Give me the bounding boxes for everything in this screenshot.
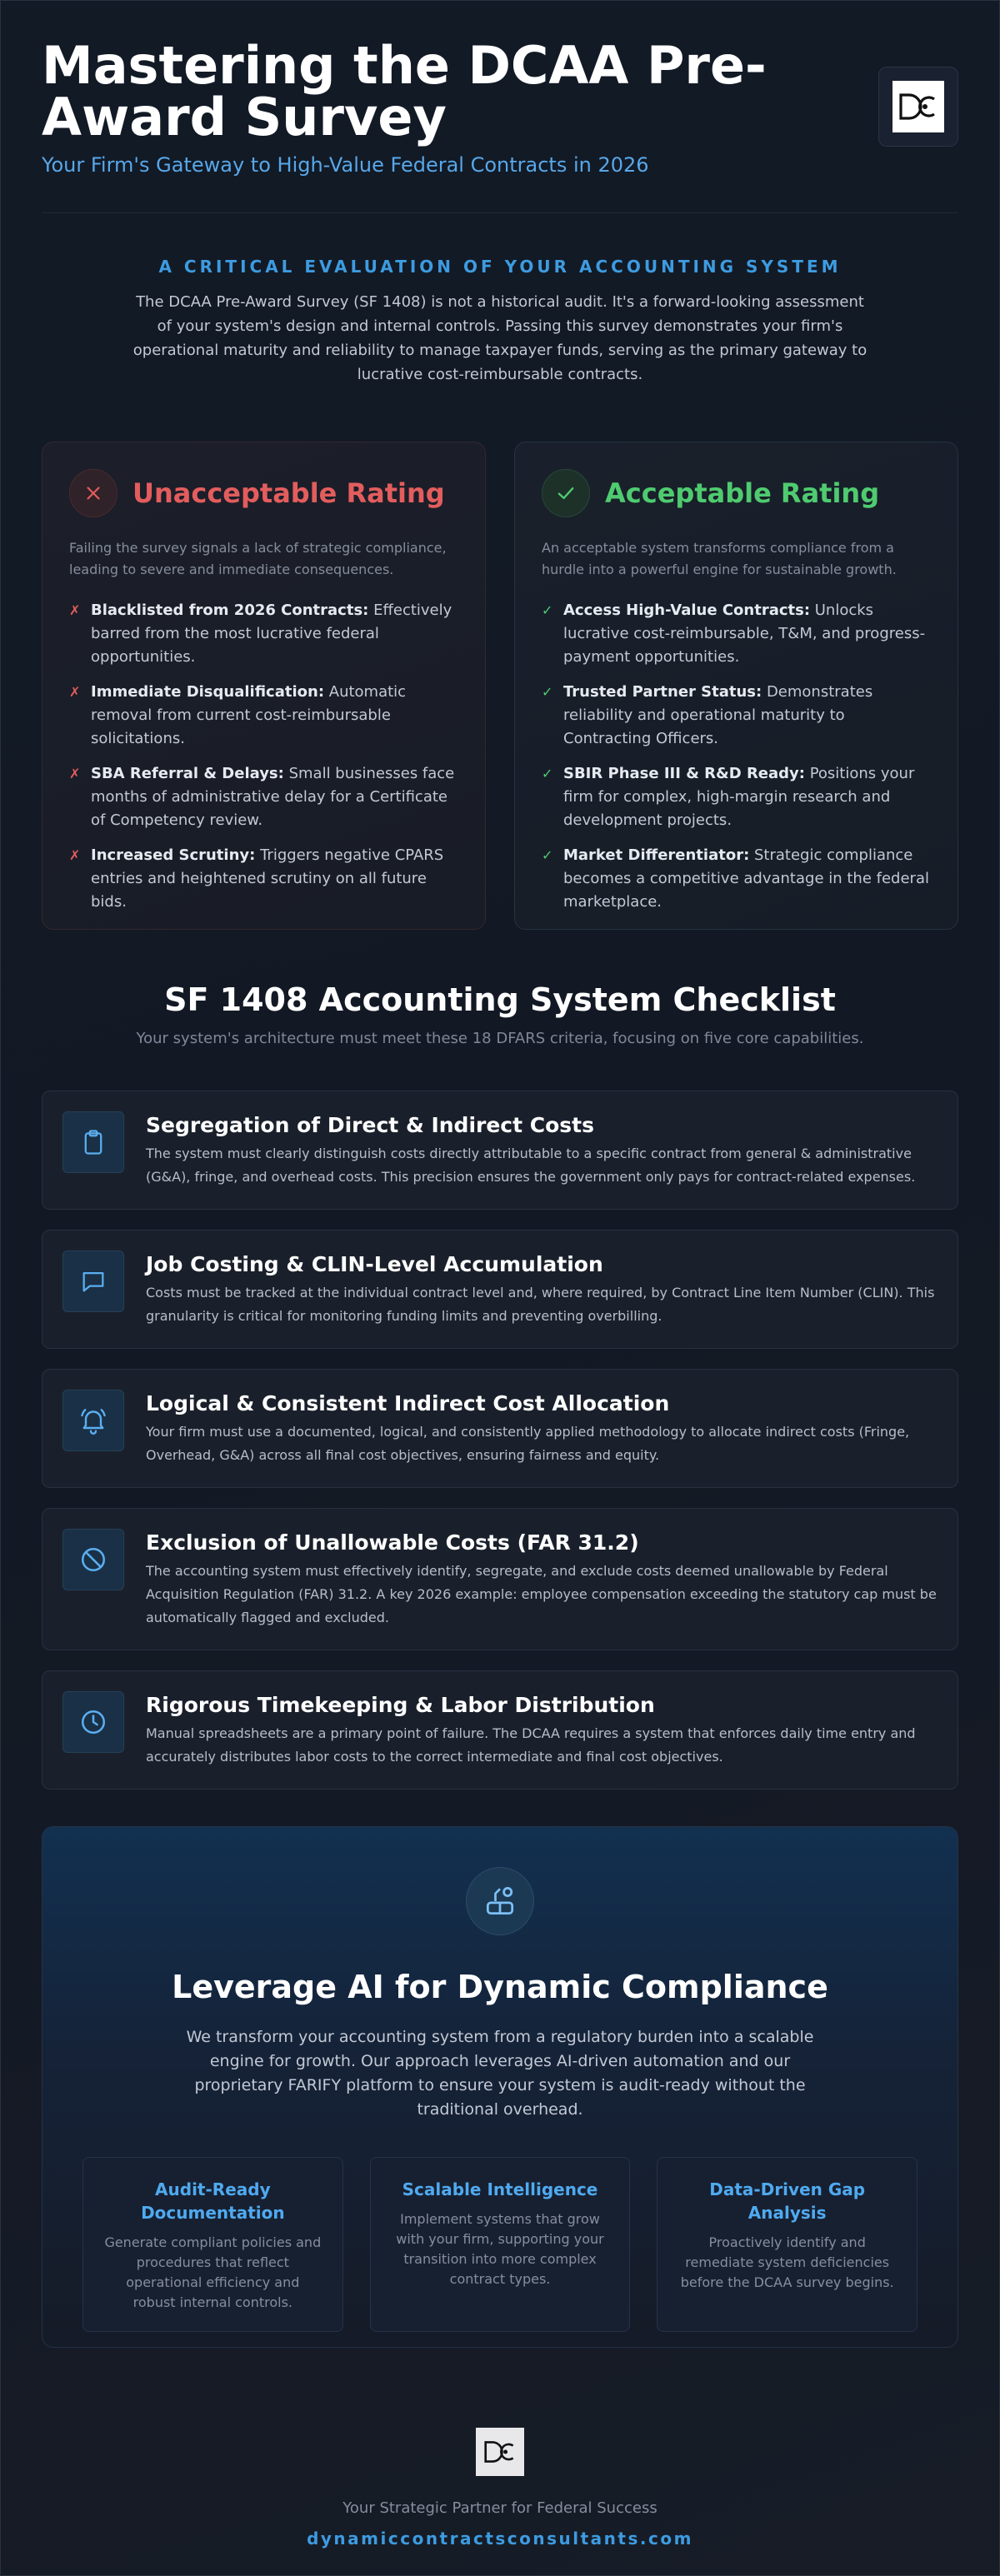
list-item (542, 599, 931, 669)
ai-section (42, 1826, 958, 2348)
feature-title: Audit-Ready Documentation (141, 2179, 285, 2223)
item-lead: Blacklisted from 2026 Contracts: (91, 602, 369, 619)
rating-description: An acceptable system transforms compliance from a hurdle into a powerful engine for sustainable growth. (542, 540, 897, 577)
intro-section (42, 213, 958, 387)
item-lead: Access High-Value Contracts: (563, 602, 811, 619)
checklist-subtitle: Your system's architecture must meet these 18 DFARS criteria, focusing on five core capabilities. (136, 1030, 864, 1047)
checklist-item (42, 1508, 958, 1650)
rating-title: Unacceptable Rating (132, 477, 445, 509)
item-text: Strategic compliance becomes a competitive advantage in the federal marketplace. (563, 846, 929, 911)
footer (42, 2428, 958, 2549)
item-lead: Immediate Disqualification: (91, 683, 325, 701)
checklist-item-title: Segregation of Direct & Indirect Costs (146, 1113, 595, 1137)
feature-card (657, 2157, 918, 2332)
list-item (542, 762, 931, 832)
item-text: Effectively barred from the most lucrative federal opportunities. (91, 602, 452, 666)
clipboard-icon (62, 1111, 124, 1173)
checklist-section (42, 981, 958, 1790)
company-logo (892, 81, 944, 132)
clock-icon (62, 1691, 124, 1753)
chat-icon (62, 1251, 124, 1312)
list-item (542, 844, 931, 914)
item-text: Demonstrates reliability and operational maturity to Contracting Officers. (563, 683, 873, 747)
bell-icon (62, 1390, 124, 1451)
checklist-item (42, 1091, 958, 1210)
checklist-item-text: Manual spreadsheets are a primary point of failure. The DCAA requires a system that enforces daily time entry and accurately distributes labor costs to the correct intermediate and final cost objectives. (146, 1725, 916, 1765)
rating-header (69, 469, 458, 517)
checklist-item (42, 1670, 958, 1790)
feature-card (82, 2157, 343, 2332)
item-text: Triggers negative CPARS entries and heightened scrutiny on all future bids. (91, 846, 444, 911)
logo-badge (878, 67, 958, 147)
checklist-item-title: Exclusion of Unallowable Costs (FAR 31.2) (146, 1530, 639, 1555)
dc-logo-icon (482, 2440, 518, 2464)
unacceptable-rating-card (42, 442, 486, 930)
website-link[interactable]: dynamiccontractsconsultants.com (307, 2529, 693, 2549)
checklist-title: SF 1408 Accounting System Checklist (164, 981, 836, 1018)
page-subtitle: Your Firm's Gateway to High-Value Federal Contracts in 2026 (42, 153, 649, 177)
feature-text: Proactively identify and remediate system deficiencies before the DCAA survey begins. (680, 2234, 894, 2290)
item-lead: Market Differentiator: (563, 846, 750, 864)
header (42, 0, 958, 213)
rating-title: Acceptable Rating (605, 477, 880, 509)
page-title: Mastering the DCAA Pre-Award Survey (42, 35, 767, 147)
item-text: Positions your firm for complex, high-margin research and development projects. (563, 765, 915, 829)
checklist-item-title: Job Costing & CLIN-Level Accumulation (146, 1252, 603, 1276)
check-icon: ✓ (542, 766, 553, 781)
checklist-item-title: Rigorous Timekeeping & Labor Distribution (146, 1693, 655, 1717)
rating-header (542, 469, 931, 517)
cross-icon: ✗ (69, 847, 81, 863)
cross-icon: ✗ (69, 602, 81, 618)
list-item (69, 844, 458, 914)
ai-text: We transform your accounting system from a regulatory burden into a scalable engine for growth. Our approach leverages AI-driven automation and our proprietary FARIFY platform to ensure your system is audit-ready without the traditional overhead. (186, 2028, 814, 2119)
dc-logo-icon (898, 92, 939, 121)
check-circle-icon (542, 469, 590, 517)
ai-shapes-icon (466, 1867, 534, 1935)
feature-text: Generate compliant policies and procedures that reflect operational efficiency and robust internal controls. (104, 2234, 322, 2310)
checklist (42, 1091, 958, 1790)
checklist-item-text: The system must clearly distinguish costs directly attributable to a specific contract from general & administrative (G&A), fringe, and overhead costs. This precision ensures the government only pays for contract-related expenses. (146, 1146, 916, 1185)
x-circle-icon (69, 469, 118, 517)
checklist-item-text: Costs must be tracked at the individual contract level and, where required, by Contract Line Item Number (CLIN). This granularity is critical for monitoring funding limits and preventing overbilling. (146, 1285, 935, 1324)
footer-tagline: Your Strategic Partner for Federal Success (342, 2499, 658, 2517)
checklist-header (42, 981, 958, 1047)
rating-list (542, 599, 931, 914)
acceptable-rating-card (514, 442, 958, 930)
checklist-item-text: Your firm must use a documented, logical, and consistently applied methodology to allocate indirect costs (Fringe, Overhead, G&A) across all final cost objectives, ensuring fairness and equity. (146, 1424, 910, 1463)
feature-title: Scalable Intelligence (402, 2179, 598, 2199)
ratings-section (42, 442, 958, 930)
item-text: Small businesses face months of administrative delay for a Certificate of Competency review. (91, 765, 455, 829)
rating-description: Failing the survey signals a lack of strategic compliance, leading to severe and immediate consequences. (69, 540, 447, 577)
feature-text: Implement systems that grow with your firm, supporting your transition into more complex contract types. (396, 2211, 604, 2287)
item-lead: Increased Scrutiny: (91, 846, 256, 864)
item-text: Unlocks lucrative cost-reimbursable, T&M, and progress-payment opportunities. (563, 602, 926, 666)
block-icon (62, 1529, 124, 1590)
checklist-item (42, 1230, 958, 1349)
list-item (69, 599, 458, 669)
item-lead: SBA Referral & Delays: (91, 765, 284, 782)
feature-list (42, 2157, 958, 2332)
cross-icon: ✗ (69, 766, 81, 781)
item-lead: Trusted Partner Status: (563, 683, 762, 701)
feature-card (370, 2157, 631, 2332)
list-item (542, 681, 931, 751)
footer-logo (476, 2428, 524, 2476)
item-text: Automatic removal from current cost-reimbursable solicitations. (91, 683, 407, 747)
feature-title: Data-Driven Gap Analysis (709, 2179, 866, 2223)
intro-text: The DCAA Pre-Award Survey (SF 1408) is not a historical audit. It's a forward-looking assessment of your system's design and internal controls. Passing this survey demonstrates your firm's operational maturity and reliability to manage taxpayer funds, serving as the primary gateway to lucrative cost-reimbursable contracts. (132, 293, 868, 383)
intro-eyebrow: A CRITICAL EVALUATION OF YOUR ACCOUNTING SYSTEM (158, 257, 842, 277)
checklist-item (42, 1369, 958, 1488)
list-item (69, 681, 458, 751)
list-item (69, 762, 458, 832)
item-lead: SBIR Phase III & R&D Ready: (563, 765, 805, 782)
checklist-item-text: The accounting system must effectively identify, segregate, and exclude costs deemed unallowable by Federal Acquisition Regulation (FAR) 31.2. A key 2026 example: employee compensation exceeding the statutory cap must be automatically flagged and excluded. (146, 1563, 937, 1625)
cross-icon: ✗ (69, 684, 81, 700)
check-icon: ✓ (542, 684, 553, 700)
checklist-item-title: Logical & Consistent Indirect Cost Allocation (146, 1391, 670, 1415)
ai-title: Leverage AI for Dynamic Compliance (172, 1969, 828, 2005)
check-icon: ✓ (542, 847, 553, 863)
rating-list (69, 599, 458, 914)
check-icon: ✓ (542, 602, 553, 618)
